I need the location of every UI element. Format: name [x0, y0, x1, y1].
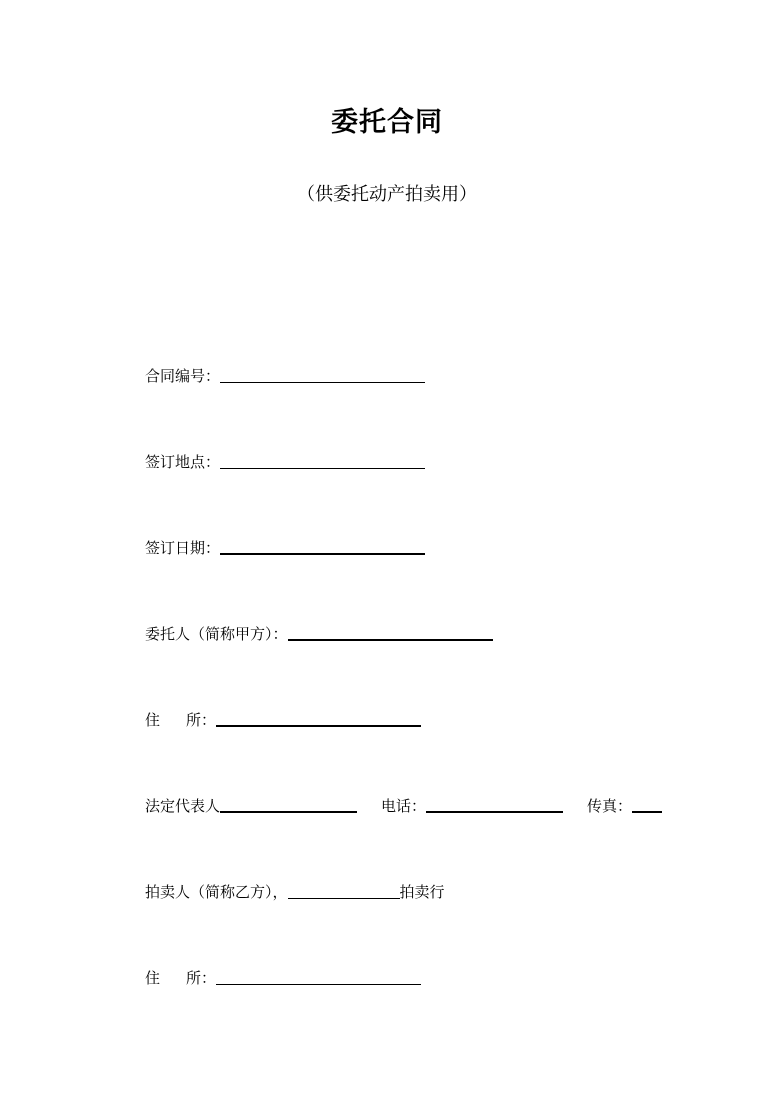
fax-blank[interactable] — [632, 797, 662, 813]
principal-address-label-b: 所： — [186, 711, 217, 729]
document-subtitle: （供委托动产拍卖用） — [297, 184, 477, 205]
principal-address-blank[interactable] — [216, 711, 421, 727]
sign-place-label: 签订地点： — [145, 453, 221, 471]
phone-blank[interactable] — [426, 797, 563, 813]
principal-blank[interactable] — [288, 625, 493, 641]
auctioneer-address-label-a: 住 — [145, 969, 161, 987]
sign-date-label: 签订日期： — [145, 539, 221, 557]
principal-address-row — [145, 710, 421, 730]
fax-label: 传真： — [587, 797, 633, 815]
legal-rep-row — [145, 796, 662, 816]
sign-date-blank[interactable] — [220, 539, 425, 555]
contract-number-label: 合同编号： — [145, 367, 221, 385]
auctioneer-blank[interactable] — [288, 884, 400, 899]
phone-label: 电话： — [381, 797, 427, 815]
principal-address-label-a: 住 — [145, 711, 161, 729]
legal-rep-label: 法定代表人 — [145, 797, 221, 815]
auctioneer-address-label-b: 所： — [186, 969, 217, 987]
sign-date-row — [145, 538, 425, 558]
principal-row — [145, 624, 493, 644]
principal-label: 委托人（简称甲方）： — [145, 625, 288, 643]
auctioneer-row — [145, 882, 445, 902]
auctioneer-suffix: 拍卖行 — [399, 883, 445, 901]
auctioneer-address-blank[interactable] — [216, 970, 421, 985]
sign-place-row — [145, 452, 425, 472]
contract-number-blank[interactable] — [220, 368, 425, 383]
sign-place-blank[interactable] — [220, 454, 425, 469]
legal-rep-blank[interactable] — [220, 797, 357, 813]
auctioneer-label: 拍卖人（简称乙方）， — [145, 883, 288, 901]
contract-number-row — [145, 366, 425, 386]
auctioneer-address-row — [145, 968, 421, 988]
document-title: 委托合同 — [331, 107, 443, 138]
